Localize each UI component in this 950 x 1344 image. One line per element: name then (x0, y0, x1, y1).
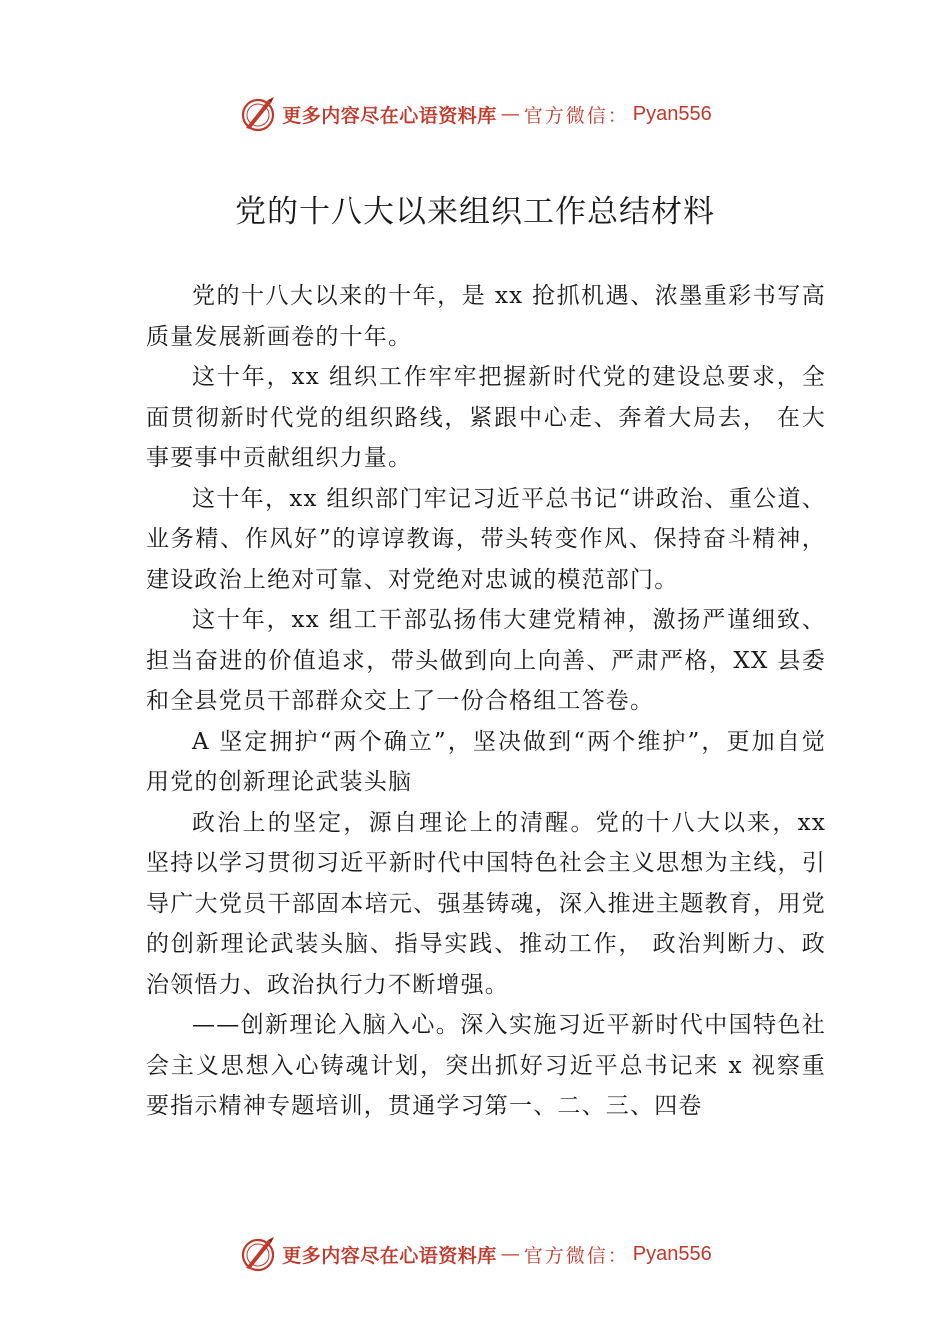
paragraph: 党的十八大以来的十年，是 xx 抢抓机遇、浓墨重彩书写高质量发展新画卷的十年。 (146, 283, 826, 350)
quill-pen-seal-icon (238, 94, 278, 134)
quill-pen-seal-icon (238, 1234, 278, 1274)
paragraph: 政治上的坚定，源自理论上的清醒。党的十八大以来，xx 坚持以学习贯彻习近平新时代中国特色社会主义思想为主线，引导广大党员干部固本培元、强基铸魂，深入推进主题教育，用党的创新理论武装头脑、指导实践、推动工作， 政治判断力、政治领悟力、政治执行力不断增强。 (146, 809, 826, 998)
watermark-dash: — (500, 103, 520, 125)
watermark-label: 官方微信： (523, 1244, 629, 1267)
paragraph: ——创新理论入脑入心。深入实施习近平新时代中国特色社会主义思想入心铸魂计划，突出抓好习近平总书记来 x 视察重要指示精神专题培训，贯通学习第一、二、三、四卷 (146, 1012, 826, 1119)
watermark-brand: 更多内容尽在心语资料库 (282, 1244, 497, 1267)
watermark-dash: — (500, 1243, 520, 1265)
paragraph: 这十年，xx 组织部门牢记习近平总书记“讲政治、重公道、业务精、作风好”的谆谆教诲，带头转变作风、保持奋斗精神，建设政治上绝对可靠、对党绝对忠诚的模范部门。 (146, 485, 826, 593)
watermark-wechat-id: Pyan556 (632, 1242, 712, 1265)
document-body (146, 276, 826, 1127)
watermark-wechat-id: Pyan556 (632, 102, 712, 125)
header-watermark (0, 92, 950, 136)
paragraph: 这十年，xx 组工干部弘扬伟大建党精神，激扬严谨细致、担当奋进的价值追求，带头做到向上向善、严肃严格，XX 县委和全县党员干部群众交上了一份合格组工答卷。 (146, 607, 826, 714)
document-title: 党的十八大以来组织工作总结材料 (235, 194, 715, 230)
watermark-brand: 更多内容尽在心语资料库 (282, 104, 497, 127)
paragraph: 这十年，xx 组织工作牢牢把握新时代党的建设总要求，全面贯彻新时代党的组织路线，紧跟中心走、奔着大局去， 在大事要事中贡献组织力量。 (146, 364, 826, 471)
footer-watermark (0, 1232, 950, 1276)
watermark-label: 官方微信： (523, 104, 629, 127)
section-heading: A 坚定拥护“两个确立”，坚决做到“两个维护”，更加自觉用党的创新理论武装头脑 (146, 728, 826, 795)
